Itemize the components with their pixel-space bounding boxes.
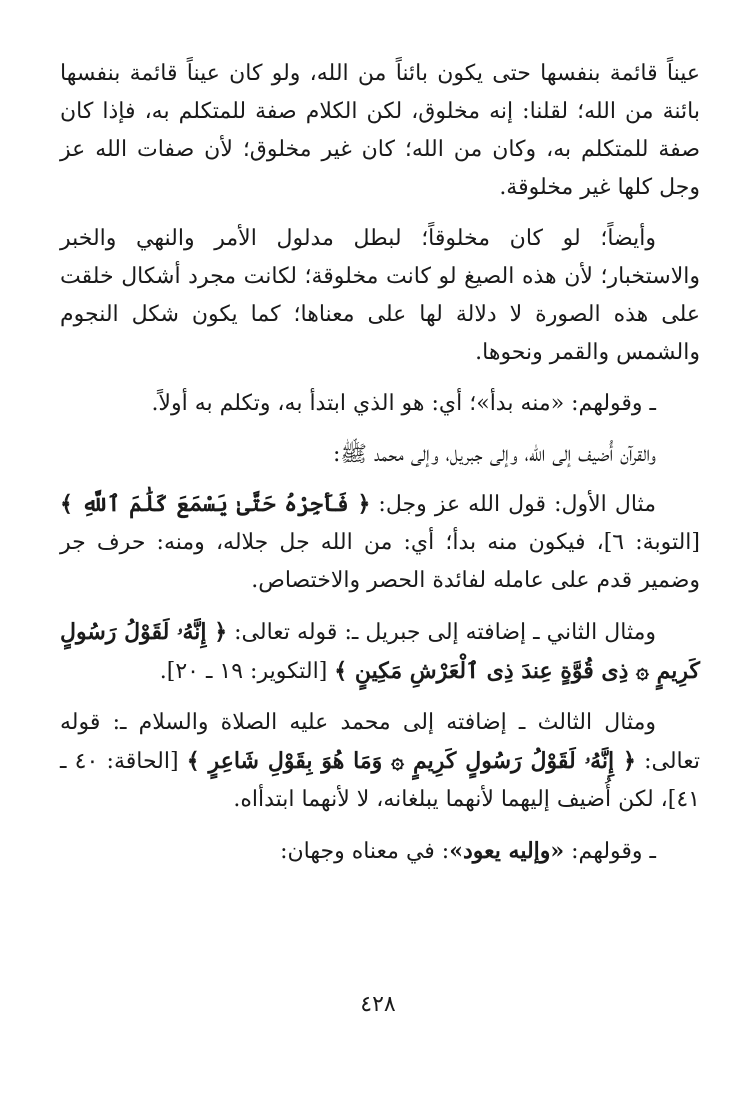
paragraph-text: ـ وقولهم:: [564, 839, 656, 864]
paragraph-2: [60, 220, 700, 372]
paragraph-text: ـ وقولهم: «منه بدأ»؛ أي: هو الذي ابتدأ به، وتكلم به أولاً.: [151, 391, 656, 416]
paragraph-text: [التوبة: ٦]، فيكون منه بدأ؛ أي: من الله جل جلاله، ومنه: حرف جر وضمير قدم على عامله لفائدة الحصر والاختصاص.: [60, 530, 700, 593]
quoted-phrase: «وإليه يعود»: [449, 838, 565, 864]
quran-verse: ﴿ إِنَّهُۥ لَقَوْلُ رَسُولٍ كَرِيمٍ ۞ ذِى قُوَّةٍ عِندَ ذِى ٱلْعَرْشِ مَكِينٍ ﴾: [60, 619, 700, 684]
paragraph-text: والقرآن أُضيف إلى الله، وإلى جبريل، وإلى محمد ﷺ:: [332, 442, 656, 467]
paragraph-text: مثال الأول: قول الله عز وجل:: [370, 492, 656, 517]
paragraph-1: [60, 55, 700, 207]
page-body: [60, 55, 700, 871]
paragraph-text: ومثال الثالث ـ إضافته إلى محمد عليه الصلاة والسلام ـ: قوله تعالى:: [60, 710, 701, 774]
paragraph-3: [60, 385, 700, 423]
paragraph-text: ومثال الثاني ـ إضافته إلى جبريل ـ: قوله تعالى:: [227, 620, 656, 645]
paragraph-text: وأيضاً؛ لو كان مخلوقاً؛ لبطل مدلول الأمر والنهي والخبر والاستخبار؛ لأن هذه الصيغ لو كانت مخلوقة؛ لكانت مجرد أشكال خلقت على هذه الصورة لا دلالة لها على معناها؛ كما يكون شكل النجوم والشمس والقمر ونحوها.: [60, 226, 700, 365]
paragraph-7: [60, 704, 700, 819]
paragraph-text: : في معناه وجهان:: [280, 839, 450, 864]
page-number: ٤٢٨: [360, 992, 396, 1017]
paragraph-6: [60, 613, 700, 691]
paragraph-5: [60, 485, 700, 600]
paragraph-4: [60, 436, 700, 474]
paragraph-8: [60, 832, 700, 871]
quran-verse: ﴿ فَأَجِرْهُ حَتَّىٰ يَسْمَعَ كَلَٰمَ ٱللَّهِ ﴾: [60, 491, 371, 517]
paragraph-text: [الحاقة: ٤٠ ـ ٤١]، لكن أُضيف إليهما لأنهما يبلغانه، لا لأنهما ابتدأاه.: [60, 749, 700, 812]
paragraph-text: [التكوير: ١٩ ـ ٢٠].: [159, 659, 335, 684]
paragraph-text: عيناً قائمة بنفسها حتى يكون بائناً من الله، ولو كان عيناً قائمة بنفسها بائنة من الله؛ لقلنا: إنه مخلوق، لكن الكلام صفة للمتكلم به، فإذا كان صفة للمتكلم به، وكان من الله؛ كان غير مخلوق؛ لأن صفات الله عز وجل كلها غير مخلوقة.: [60, 61, 700, 200]
quran-verse: ﴿ إِنَّهُۥ لَقَوْلُ رَسُولٍ كَرِيمٍ ۞ وَمَا هُوَ بِقَوْلِ شَاعِرٍ ﴾: [186, 748, 636, 774]
